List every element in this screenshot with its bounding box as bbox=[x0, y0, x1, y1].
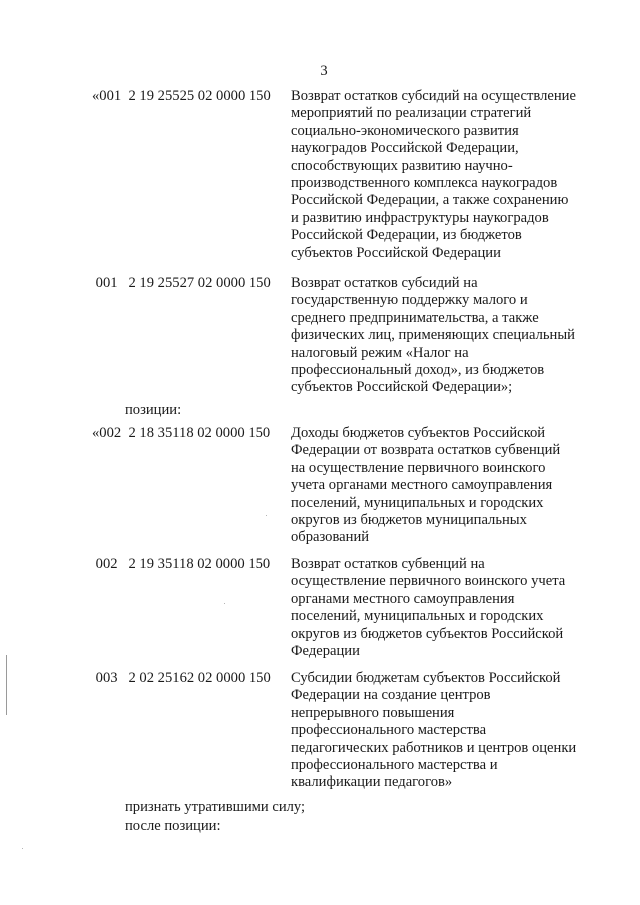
code-description: Возврат остатков субсидий на осуществление мероприятий по реализации стратегий социально-экономического развития наукоградов Российской Федерации, способствующих развитию научно- производственного комплекса наукоградов Российской Федерации, а также сохранению и развитию инфраструктуры наукоградов Российской Федерации, из бюджетов субъектов Российской Федерации bbox=[291, 88, 576, 261]
after-position-text: после позиции: bbox=[125, 818, 221, 834]
budget-code: «001 2 19 25525 02 0000 150 bbox=[92, 88, 271, 104]
budget-code: 001 2 19 25527 02 0000 150 bbox=[92, 275, 271, 291]
code-description: Возврат остатков субсидий на государственную поддержку малого и среднего предпринимательства, а также физических лиц, применяющих специальный налоговый режим «Налог на профессиональный доход», из бюджетов субъектов Российской Федерации»; bbox=[291, 275, 575, 396]
page-number: 3 bbox=[320, 63, 328, 79]
budget-code: «002 2 18 35118 02 0000 150 bbox=[92, 425, 271, 441]
budget-code: 002 2 19 35118 02 0000 150 bbox=[92, 556, 271, 572]
code-description: Субсидии бюджетам субъектов Российской Федерации на создание центров непрерывного повышения профессионального мастерства педагогических работников и центров оценки профессионального мастерства и квалификации педагогов» bbox=[291, 670, 577, 791]
code-description: Доходы бюджетов субъектов Российской Федерации от возврата остатков субвенций на осуществление первичного воинского учета органами местного самоуправления поселений, муниципальных и городских округов из бюджетов муниципальных образований bbox=[291, 425, 561, 546]
scan-speck bbox=[22, 848, 23, 849]
positions-label: позиции: bbox=[125, 402, 182, 418]
scan-margin-mark bbox=[6, 655, 7, 715]
invalidate-text: признать утратившими силу; bbox=[125, 799, 306, 815]
scan-speck bbox=[266, 515, 267, 516]
code-description: Возврат остатков субвенций на осуществление первичного воинского учета органами местного самоуправления поселений, муниципальных и городских округов из бюджетов субъектов Российской Федерации bbox=[291, 556, 566, 660]
scan-speck bbox=[224, 603, 225, 604]
budget-code: 003 2 02 25162 02 0000 150 bbox=[92, 670, 271, 686]
